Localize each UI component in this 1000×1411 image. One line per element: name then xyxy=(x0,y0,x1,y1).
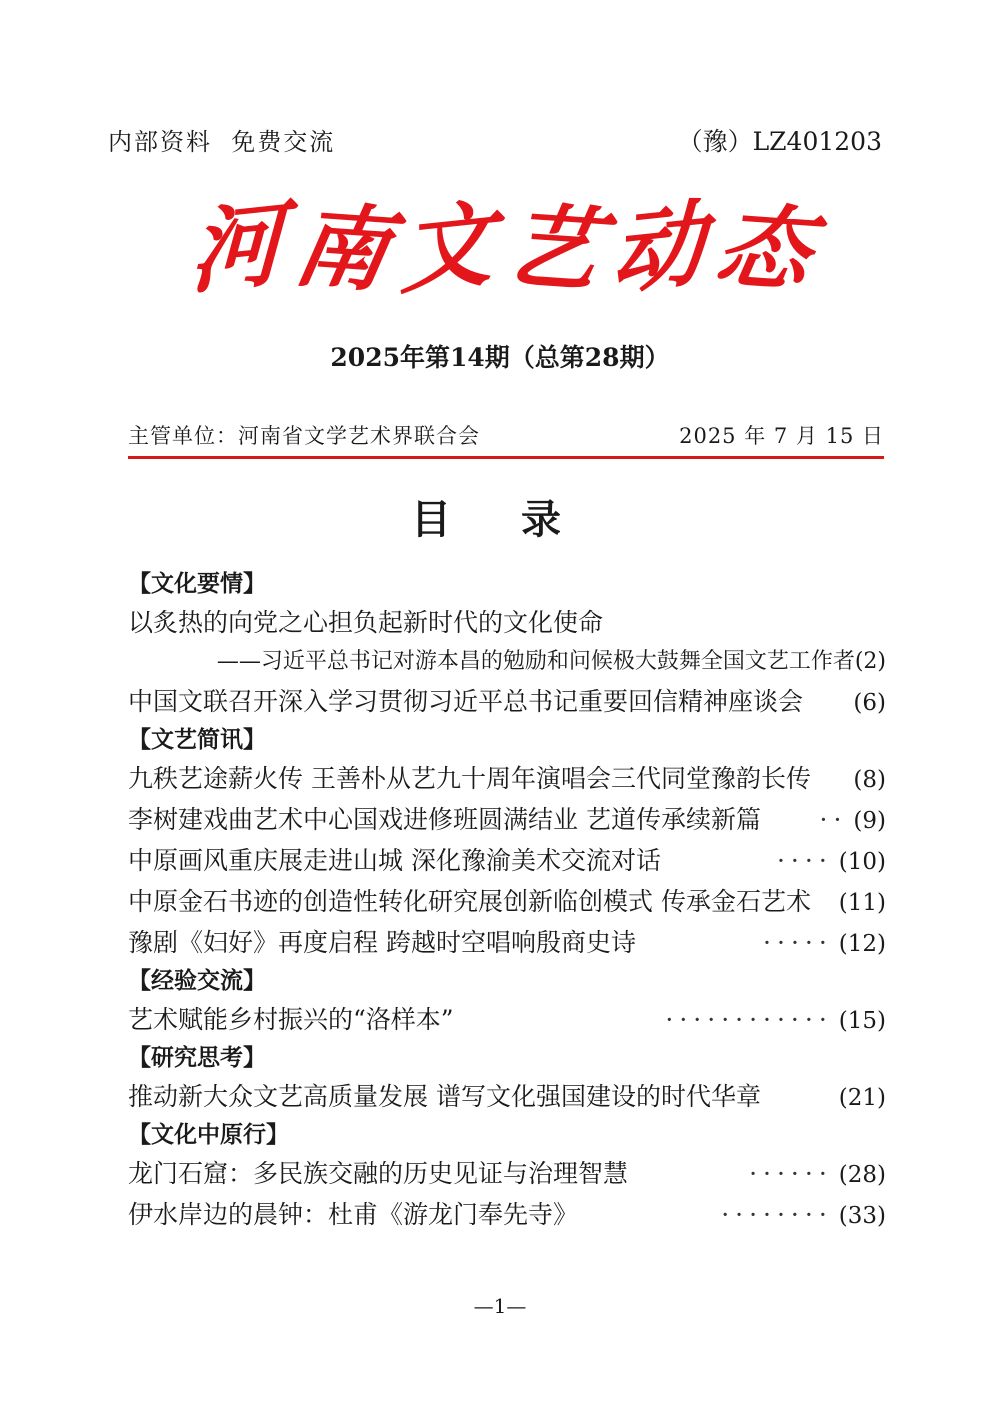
toc-page-number: (2) xyxy=(854,649,886,674)
toc-entry[interactable] xyxy=(128,1076,886,1117)
registration-number: （豫）LZ401203 xyxy=(677,127,882,156)
toc-section-heading: 【文化要情】 xyxy=(128,571,266,597)
toc-leader-dots: ········ xyxy=(721,1200,833,1229)
masthead-logo xyxy=(188,188,820,308)
toc-leader-dots: ·· xyxy=(819,805,848,834)
toc-leader-dots: ············ xyxy=(665,1005,833,1034)
toc-page-number: (33) xyxy=(838,1203,886,1229)
toc-entry-title: 龙门石窟：多民族交融的历史见证与治理智慧 xyxy=(128,1159,629,1188)
toc-page-number: (11) xyxy=(838,890,886,916)
toc-entry-title: 中原金石书迹的创造性转化研究展创新临创模式 传承金石艺术 xyxy=(128,887,811,916)
toc-page-number: (10) xyxy=(838,849,886,875)
toc-leader-dots: ····· xyxy=(763,928,833,957)
toc-entry[interactable] xyxy=(128,1194,886,1235)
toc-entry-title: 以炙热的向党之心担负起新时代的文化使命 xyxy=(128,608,604,637)
toc-page-number: (15) xyxy=(838,1008,886,1034)
toc-section-heading: 【经验交流】 xyxy=(128,968,266,994)
toc-page-number: (28) xyxy=(838,1162,886,1188)
toc-entry-title: 推动新大众文艺高质量发展 谱写文化强国建设的时代华章 xyxy=(128,1082,761,1111)
toc-title: 目 录 xyxy=(411,496,589,543)
masthead-char: 河 xyxy=(188,188,284,308)
toc-entry[interactable] xyxy=(128,881,886,922)
masthead-char: 艺 xyxy=(497,191,609,305)
publish-date: 2025 年 7 月 15 日 xyxy=(679,424,884,448)
masthead-char: 动 xyxy=(610,188,707,308)
page-number: —1— xyxy=(473,1294,527,1318)
toc-entry[interactable] xyxy=(128,840,886,881)
toc-page-number: (21) xyxy=(838,1085,886,1111)
issue-number: 2025年第14期（总第28期） xyxy=(330,343,670,372)
toc-entry[interactable] xyxy=(128,602,886,643)
toc-entry-title: 艺术赋能乡村振兴的“洛样本” xyxy=(128,1005,454,1034)
toc-entry[interactable] xyxy=(128,758,886,799)
internal-material-label: 内部资料 免费交流 xyxy=(108,128,336,156)
toc-entry[interactable] xyxy=(128,999,886,1040)
header-divider xyxy=(128,456,884,459)
toc-entry-title: 李树建戏曲艺术中心国戏进修班圆满结业 艺道传承续新篇 xyxy=(128,805,761,834)
toc-entry-title: 九秩艺途薪火传 王善朴从艺九十周年演唱会三代同堂豫韵长传 xyxy=(128,764,811,793)
toc-entry-title: 中国文联召开深入学习贯彻习近平总书记重要回信精神座谈会 xyxy=(128,687,804,716)
masthead-char: 南 xyxy=(286,191,397,305)
toc-section-heading: 【文化中原行】 xyxy=(128,1122,289,1148)
toc-page-number: (12) xyxy=(838,931,886,957)
toc-entry-title: 中原画风重庆展走进山城 深化豫渝美术交流对话 xyxy=(128,846,661,875)
toc-section-heading: 【研究思考】 xyxy=(128,1045,266,1071)
masthead-char: 文 xyxy=(399,188,495,308)
toc-leader-dots: ······ xyxy=(749,1159,833,1188)
toc-page-number: (9) xyxy=(853,808,886,834)
toc-page-number: (6) xyxy=(853,690,886,716)
table-of-contents xyxy=(128,566,886,1235)
toc-entry[interactable] xyxy=(128,681,886,722)
toc-entry-title: 伊水岸边的晨钟：杜甫《游龙门奉先寺》 xyxy=(128,1200,579,1229)
toc-entry[interactable] xyxy=(128,799,886,840)
toc-entry[interactable] xyxy=(128,922,886,963)
toc-entry-title: 豫剧《妇好》再度启程 跨越时空唱响殷商史诗 xyxy=(128,928,636,957)
toc-entry-subtitle-row xyxy=(128,643,886,681)
toc-leader-dots: ···· xyxy=(776,846,833,875)
toc-entry[interactable] xyxy=(128,1153,886,1194)
toc-section-heading: 【文艺简讯】 xyxy=(128,727,266,753)
toc-entry-subtitle: ——习近平总书记对游本昌的勉励和问候极大鼓舞全国文艺工作者 xyxy=(216,649,855,674)
sponsor-unit: 主管单位：河南省文学艺术界联合会 xyxy=(128,424,480,448)
toc-page-number: (8) xyxy=(853,767,886,793)
masthead-char: 态 xyxy=(708,191,820,305)
